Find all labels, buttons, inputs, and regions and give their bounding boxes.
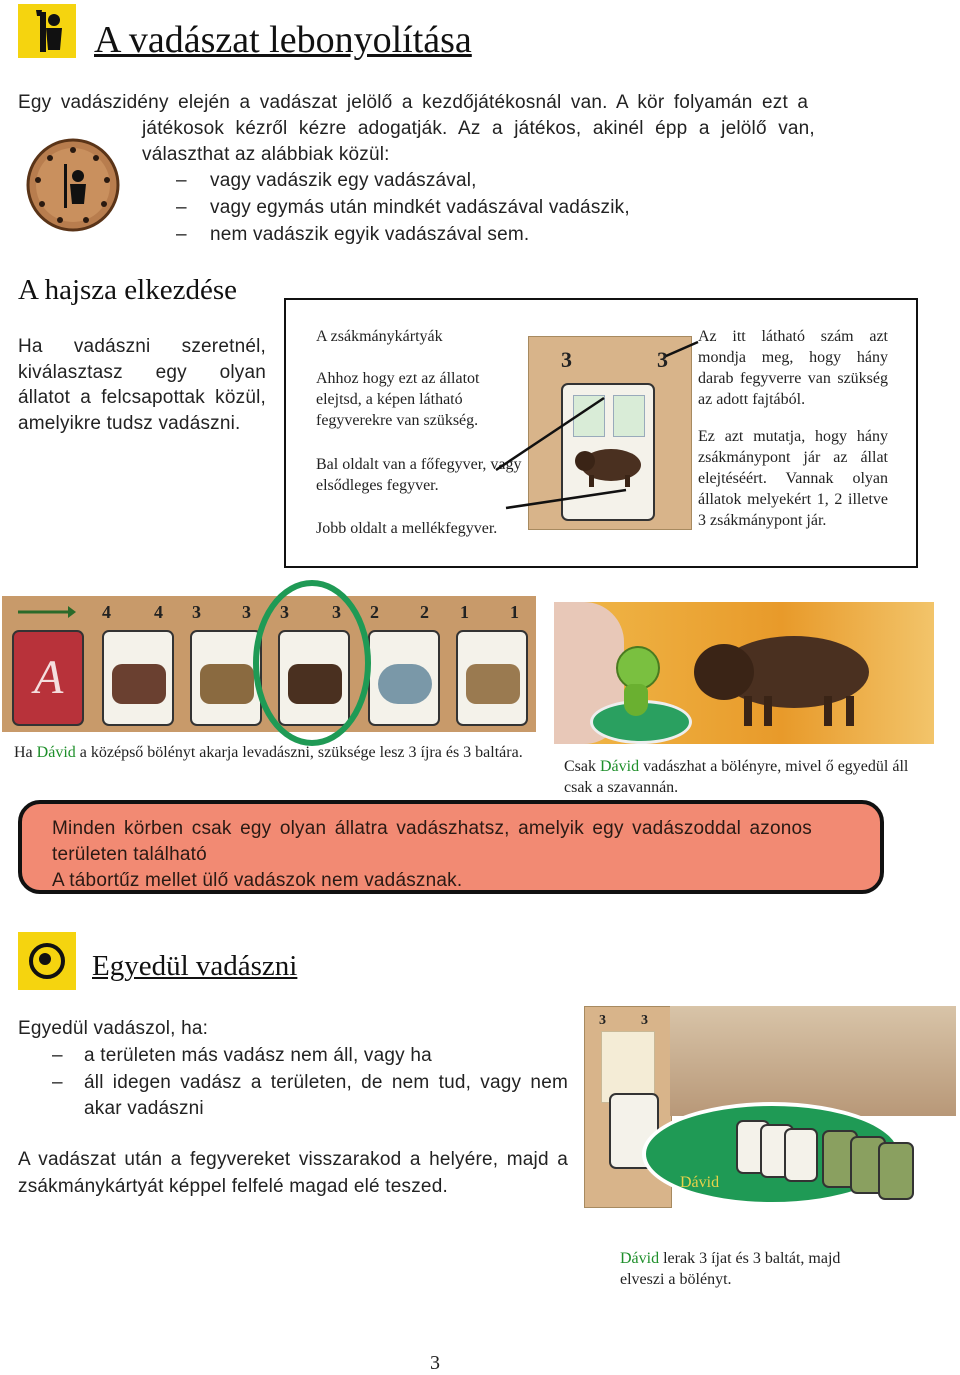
- solo-lead: Egyedül vadászol, ha:: [18, 1018, 209, 1039]
- player-name: Dávid: [620, 1250, 660, 1267]
- rule-line-3: A tábortűz mellet ülő vadászok nem vadásznak.: [52, 870, 463, 891]
- bison-icon: [684, 622, 884, 732]
- intro-line-2: játékosok kézről kézre adogatják. Az a játékos, akinél épp a jelölő van,: [142, 118, 815, 139]
- intro-line-3: választhat az alábbiak közül:: [142, 144, 390, 165]
- list-item: – vagy vadászik egy vadászával,: [176, 170, 477, 191]
- prey-card-info-box: [284, 298, 918, 568]
- info-right-2: Ez azt mutatja, hogy hány zsákmánypont jár az állat elejtéséért. Vannak olyan állatok melyekért 1, 2 illetve 3 zsákmánypont jár.: [698, 428, 888, 529]
- card-row-number: 1: [510, 602, 519, 622]
- card-number-right: 3: [641, 1013, 648, 1028]
- letter-card: A: [12, 630, 84, 726]
- card-number-left: 3: [599, 1013, 606, 1028]
- after-hunt-text: A vadászat után a fegyvereket visszarakod a helyére, majd a zsákmánykártyát képpel felfelé magad elé teszed.: [18, 1149, 568, 1197]
- rule-box: [18, 800, 884, 894]
- player-label: Dávid: [680, 1174, 720, 1191]
- list-item: – vagy egymás után mindkét vadászával vadászik,: [176, 197, 630, 218]
- list-item: – nem vadászik egyik vadászával sem.: [176, 224, 530, 245]
- prey-card-wildcat: [456, 630, 528, 726]
- card-row-number: 2: [420, 602, 429, 622]
- hajsza-text: Ha vadászni szeretnél, kiválasztasz egy olyan állatot a felcsapottak közül, amelyikre tudsz vadászni.: [18, 336, 266, 434]
- section-heading-hajsza: A hajsza elkezdése: [18, 274, 238, 306]
- info-heading: A zsákmánykártyák: [316, 328, 443, 345]
- card-row-number: 3: [192, 602, 201, 622]
- arrow-icon: [14, 602, 76, 622]
- card-row-number: 4: [154, 602, 163, 622]
- info-right-1: Az itt látható szám azt mondja meg, hogy hány darab fegyverre van szükség az adott fajtából.: [698, 328, 888, 408]
- info-p1: Ahhoz hogy ezt az állatot elejtsd, a képen látható fegyverekre van szükség.: [316, 370, 480, 429]
- prey-card-bear: [102, 630, 174, 726]
- pointer-arrows: [486, 340, 716, 530]
- solo-hunt-image: [584, 1006, 956, 1206]
- hunter-icon: [18, 4, 76, 58]
- list-item: – a területen más vadász nem áll, vagy ha: [52, 1045, 432, 1066]
- options-list: [176, 168, 630, 249]
- weapon-card: [784, 1128, 818, 1182]
- card-row-number: 1: [460, 602, 469, 622]
- info-p3: Jobb oldalt a mellékfegyver.: [316, 520, 498, 537]
- page-number: 3: [430, 1352, 440, 1374]
- prey-card-fish: [368, 630, 440, 726]
- target-icon: [18, 932, 76, 990]
- player-name: Dávid: [600, 758, 640, 775]
- intro-line-1: Egy vadászidény elején a vadászat jelölő a kezdőjátékosnál van. A kör folyamán ezt a: [18, 92, 809, 113]
- card-number-right: 3: [657, 347, 668, 372]
- conditions-list: [52, 1043, 568, 1123]
- info-p2: Bal oldalt van a főfegyver, vagy elsődleges fegyver.: [316, 456, 522, 494]
- rule-line-2: területen található: [52, 844, 207, 865]
- bottom-caption: Dávid lerak 3 íjat és 3 baltát, majd elveszi a bölényt.: [620, 1250, 841, 1288]
- savanna-image: [554, 602, 934, 744]
- card-row-number: 3: [332, 602, 341, 622]
- card-row-number: 2: [370, 602, 379, 622]
- player-name: Dávid: [36, 744, 76, 761]
- hunt-token-icon: [26, 138, 120, 232]
- card-row-number: 3: [242, 602, 251, 622]
- highlight-ring: [250, 578, 374, 748]
- page-title: A vadászat lebonyolítása: [94, 19, 472, 61]
- list-item: – áll idegen vadász a területen, de nem tud, vagy nem akar vadászni: [52, 1071, 568, 1119]
- card-row-number: 3: [280, 602, 289, 622]
- section-heading-egyedul: Egyedül vadászni: [92, 950, 298, 982]
- caption-right: Csak Dávid vadászhat a bölényre, mivel ő egyedül áll csak a szavannán.: [564, 758, 909, 796]
- card-row-number: 4: [102, 602, 111, 622]
- caption-left: Ha Dávid a középső bölényt akarja levadászni, szüksége lesz 3 íjra és 3 baltára.: [14, 744, 523, 761]
- weapon-card: [878, 1142, 914, 1200]
- card-number-left: 3: [561, 347, 572, 372]
- rule-line-1: Minden körben csak egy olyan állatra vadászhatsz, amelyik egy vadászoddal azonos: [52, 818, 812, 839]
